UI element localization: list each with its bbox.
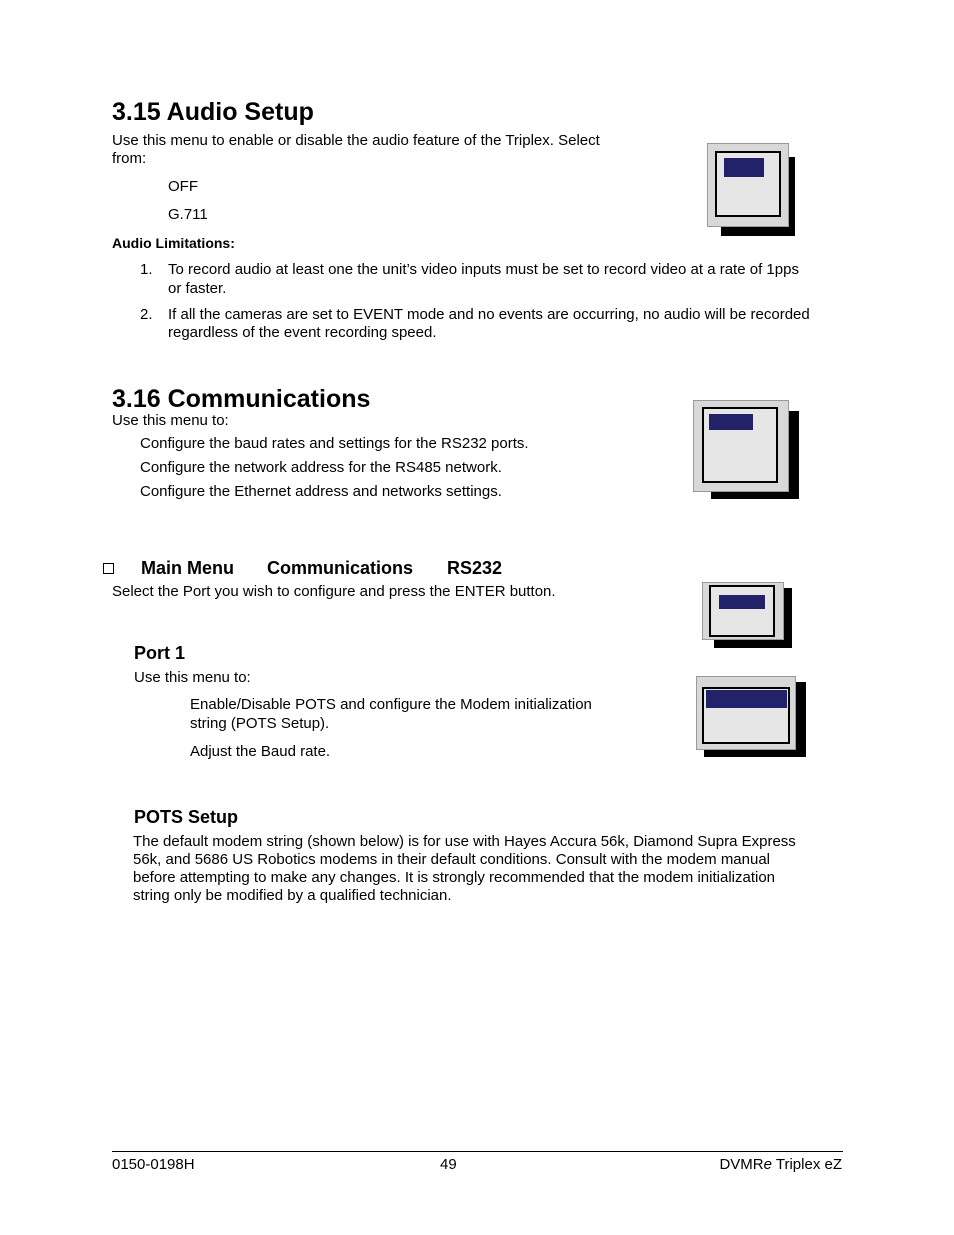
pots-paragraph-line3: before attempting to make any changes. It is strongly recommended that the modem initialization xyxy=(133,869,776,886)
port1-item1-line2: string (POTS Setup). xyxy=(190,715,330,732)
menu-path-main-menu: Main Menu xyxy=(141,558,234,578)
limitation-1-line2: or faster. xyxy=(168,280,227,297)
pots-paragraph-line2: 56k, and 5686 US Robotics modems in their default conditions. Consult with the modem manual xyxy=(133,851,771,868)
port1-item2: Adjust the Baud rate. xyxy=(190,743,331,760)
limitation-1-line1: To record audio at least one the unit’s video inputs must be set to record video at a rate of 1pps xyxy=(168,261,799,278)
audio-option-g711: G.711 xyxy=(168,206,208,223)
pots-paragraph-line4: string only be modified by a qualified technician. xyxy=(133,887,452,904)
communications-heading: 3.16 Communications xyxy=(112,385,371,413)
limitation-2-line2: regardless of the event recording speed. xyxy=(168,324,437,341)
audio-option-off: OFF xyxy=(168,178,198,195)
audio-setup-heading: 3.15 Audio Setup xyxy=(112,98,314,126)
limitation-2-line1: If all the cameras are set to EVENT mode and no events are occurring, no audio will be recorded xyxy=(168,306,810,323)
limitation-2-number: 2. xyxy=(140,306,153,323)
footer-rule xyxy=(112,1151,843,1152)
menu-path-rs232: RS232 xyxy=(447,558,503,578)
checkbox-bullet-icon xyxy=(103,563,114,574)
audio-limitations-label: Audio Limitations: xyxy=(112,235,235,251)
footer-product-suffix: Triplex eZ xyxy=(771,1156,842,1173)
footer-product-name xyxy=(719,1156,842,1174)
limitation-1-number: 1. xyxy=(140,261,153,278)
communications-intro: Use this menu to: xyxy=(112,412,229,429)
rs232-instruction: Select the Port you wish to configure and press the ENTER button. xyxy=(112,583,556,600)
footer-product-italic: e xyxy=(763,1156,772,1173)
communications-item-rs485: Configure the network address for the RS485 network. xyxy=(140,459,502,476)
pots-setup-heading: POTS Setup xyxy=(134,807,239,827)
footer-doc-number: 0150-0198H xyxy=(112,1156,195,1173)
audio-intro-line2: from: xyxy=(112,150,147,167)
communications-item-ethernet: Configure the Ethernet address and networks settings. xyxy=(140,483,502,500)
port1-item1-line1: Enable/Disable POTS and configure the Modem initialization xyxy=(190,696,592,713)
communications-item-rs232: Configure the baud rates and settings for the RS232 ports. xyxy=(140,435,529,452)
menu-path-communications: Communications xyxy=(267,558,414,578)
footer-product-prefix: DVMR xyxy=(719,1156,764,1173)
footer-page-number: 49 xyxy=(440,1156,457,1173)
pots-paragraph-line1: The default modem string (shown below) is for use with Hayes Accura 56k, Diamond Supra Express xyxy=(133,833,796,850)
audio-intro-line1: Use this menu to enable or disable the audio feature of the Triplex. Select xyxy=(112,132,600,149)
port1-heading: Port 1 xyxy=(134,643,186,663)
port1-intro: Use this menu to: xyxy=(134,669,251,686)
